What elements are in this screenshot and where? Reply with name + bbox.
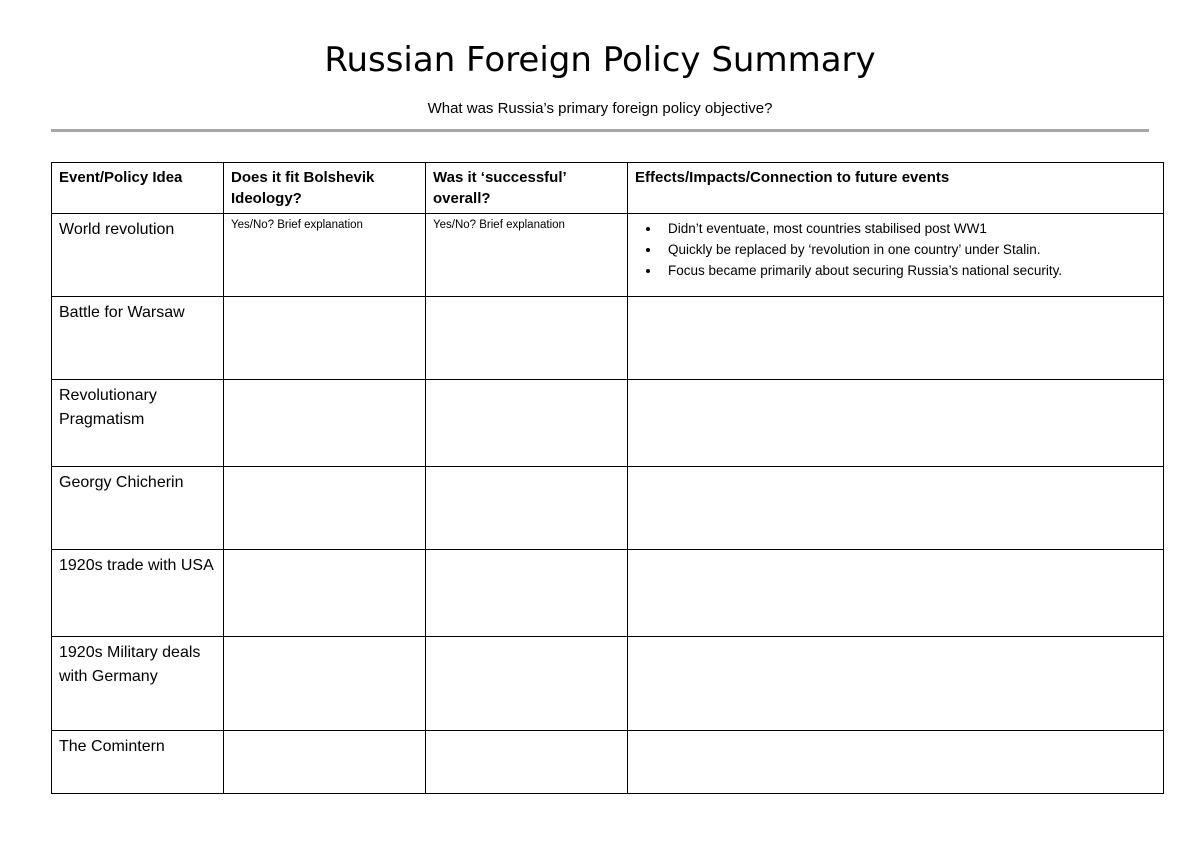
success-cell[interactable] xyxy=(426,380,628,467)
success-cell[interactable] xyxy=(426,731,628,794)
ideology-cell[interactable] xyxy=(224,637,426,731)
effects-cell[interactable] xyxy=(628,214,1164,297)
table-row xyxy=(52,297,1164,380)
effects-cell[interactable] xyxy=(628,380,1164,467)
table-row xyxy=(52,214,1164,297)
success-cell[interactable] xyxy=(426,297,628,380)
ideology-cell[interactable] xyxy=(224,467,426,550)
event-cell[interactable]: 1920s trade with USA xyxy=(52,550,224,637)
success-cell[interactable] xyxy=(426,637,628,731)
effects-cell[interactable] xyxy=(628,297,1164,380)
effects-cell[interactable] xyxy=(628,467,1164,550)
ideology-cell[interactable] xyxy=(224,297,426,380)
table-header-row xyxy=(52,163,1164,214)
document-subtitle: What was Russia’s primary foreign policy objective? xyxy=(427,100,773,117)
list-item: • Focus became primarily about securing Russia’s national security. xyxy=(661,260,1157,281)
list-item: • Quickly be replaced by ‘revolution in one country’ under Stalin. xyxy=(661,239,1157,260)
list-item: • Didn’t eventuate, most countries stabilised post WW1 xyxy=(661,218,1157,239)
header-bolshevik-ideology: Does it fit Bolshevik Ideology? xyxy=(224,163,426,214)
effects-cell[interactable] xyxy=(628,637,1164,731)
ideology-cell[interactable]: Yes/No? Brief explanation xyxy=(224,214,426,297)
event-cell[interactable]: Revolutionary Pragmatism xyxy=(52,380,224,467)
table-row xyxy=(52,380,1164,467)
effects-cell[interactable] xyxy=(628,550,1164,637)
summary-table xyxy=(51,162,1164,794)
horizontal-rule xyxy=(51,129,1149,132)
success-cell[interactable]: Yes/No? Brief explanation xyxy=(426,214,628,297)
event-cell[interactable]: Battle for Warsaw xyxy=(52,297,224,380)
header-event-policy-idea: Event/Policy Idea xyxy=(52,163,224,214)
effects-cell[interactable] xyxy=(628,731,1164,794)
table-row xyxy=(52,637,1164,731)
ideology-cell[interactable] xyxy=(224,380,426,467)
effects-list xyxy=(635,218,1157,281)
table-row xyxy=(52,467,1164,550)
table-row xyxy=(52,550,1164,637)
event-cell[interactable]: Georgy Chicherin xyxy=(52,467,224,550)
header-successful-overall: Was it ‘successful’ overall? xyxy=(426,163,628,214)
table-row xyxy=(52,731,1164,794)
success-cell[interactable] xyxy=(426,550,628,637)
event-cell[interactable]: World revolution xyxy=(52,214,224,297)
event-cell[interactable]: 1920s Military deals with Germany xyxy=(52,637,224,731)
ideology-cell[interactable] xyxy=(224,731,426,794)
document-title: Russian Foreign Policy Summary xyxy=(324,40,876,80)
event-cell[interactable]: The Comintern xyxy=(52,731,224,794)
ideology-cell[interactable] xyxy=(224,550,426,637)
header-effects-impacts: Effects/Impacts/Connection to future events xyxy=(628,163,1164,214)
success-cell[interactable] xyxy=(426,467,628,550)
